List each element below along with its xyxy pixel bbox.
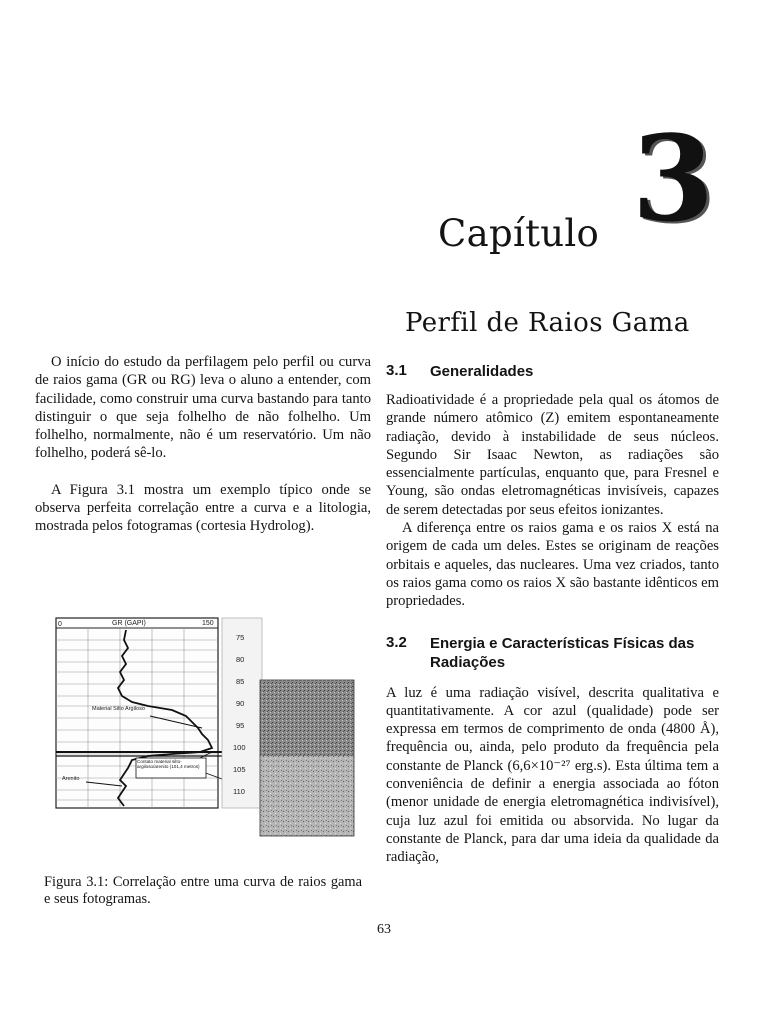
section-title: Generalidades [430, 363, 534, 380]
depth-tick: 85 [236, 677, 245, 686]
log-track-frame [56, 618, 218, 808]
section-3-1-paragraph-1: Radioatividade é a propriedade pela qual os átomos de grande número atômico (Z) emitem espontaneamente radiação, devido à instabilidade de seus núcleos. Segundo Sir Isaac Newton, as radiações são essencialmente partículas, enquanto que, para Fresnel e Young, são ondas eletromagnéticas invisíveis, capazes de serem detectadas por seus efeitos ionizantes. [386, 392, 719, 518]
section-number: 3.2 [386, 633, 407, 651]
log-header-left-value: 0 [58, 621, 62, 628]
section-heading-3-2 [386, 634, 719, 672]
depth-tick: 100 [233, 743, 246, 752]
depth-tick: 80 [236, 655, 245, 664]
label-material-silto-argiloso: Material Silto Argiloso [92, 706, 145, 712]
chapter-title: Perfil de Raios Gama [405, 308, 690, 338]
figure-caption: Figura 3.1: Correlação entre uma curva de raios gama e seus fotogramas. [44, 874, 362, 907]
depth-track [222, 618, 262, 808]
section-heading-3-1 [386, 362, 719, 381]
section-number: 3.1 [386, 362, 407, 379]
intro-paragraph-1: O início do estudo da perfilagem pelo perfil ou curva de raios gama (GR ou RG) leva o aluno a entender, com facilidade, como construir uma curva bastando para tanto distinguir o que seja folhelho de não folhelho. Um folhelho, normalmente, não é um reservatório. Um não folhelho, poderá sê-lo. [35, 354, 371, 462]
intro-paragraph-2: A Figura 3.1 mostra um exemplo típico onde se observa perfeita correlação entre a curva e a litologia, mostrada pelos fotogramas (cortesia Hydrolog). [35, 481, 371, 535]
section-3-1-paragraph-2: A diferença entre os raios gama e os raios X está na origem de cada um deles. Estes se originam de reações orbitais e aqueles, das nucleares. Uma vez criados, tanto os raios gama como os raios X são bastante idênticos em propriedades. [386, 520, 719, 610]
depth-tick: 75 [236, 633, 245, 642]
depth-tick: 90 [236, 699, 245, 708]
chapter-label: Capítulo [438, 212, 600, 255]
chapter-number: 3 [632, 109, 715, 248]
log-header-right-value: 150 [202, 620, 214, 627]
section-title: Energia e Características Físicas das Radiações [430, 634, 695, 671]
depth-tick: 110 [233, 787, 245, 796]
page-number: 63 [377, 922, 391, 937]
right-column [386, 362, 719, 867]
depth-tick: 105 [233, 765, 246, 774]
section-3-2-paragraph-1: A luz é uma radiação visível, descrita qualitativa e quantitativamente. A cor azul (qualidade) pode ser expressa em termos de comprimento de onda (4800 Å), frequência ou, ainda, pelo produto da frequência pela constante de Planck (6,6×10⁻²⁷ erg.s). Esta última tem a conveniência de definir a energia associada ao fóton (menor unidade de energia eletromagnética indivisível), cuja luz azul foi emitida ou absorvida. No lugar da constante de Planck, para dar uma ideia da qualidade da radiação, [386, 684, 719, 866]
core-photo-sandstone [260, 756, 354, 836]
gamma-ray-log-figure [52, 610, 357, 842]
depth-tick: 95 [236, 721, 245, 730]
left-column [35, 353, 371, 536]
log-header-title: GR (GAPI) [112, 620, 146, 627]
label-arenito: Arenito [62, 776, 80, 782]
figure-gamma-ray-log [52, 610, 357, 842]
core-photo-shale [260, 680, 354, 756]
label-contact: Contato material silto-argiloso/arenito (101,4 metros) [137, 759, 200, 770]
